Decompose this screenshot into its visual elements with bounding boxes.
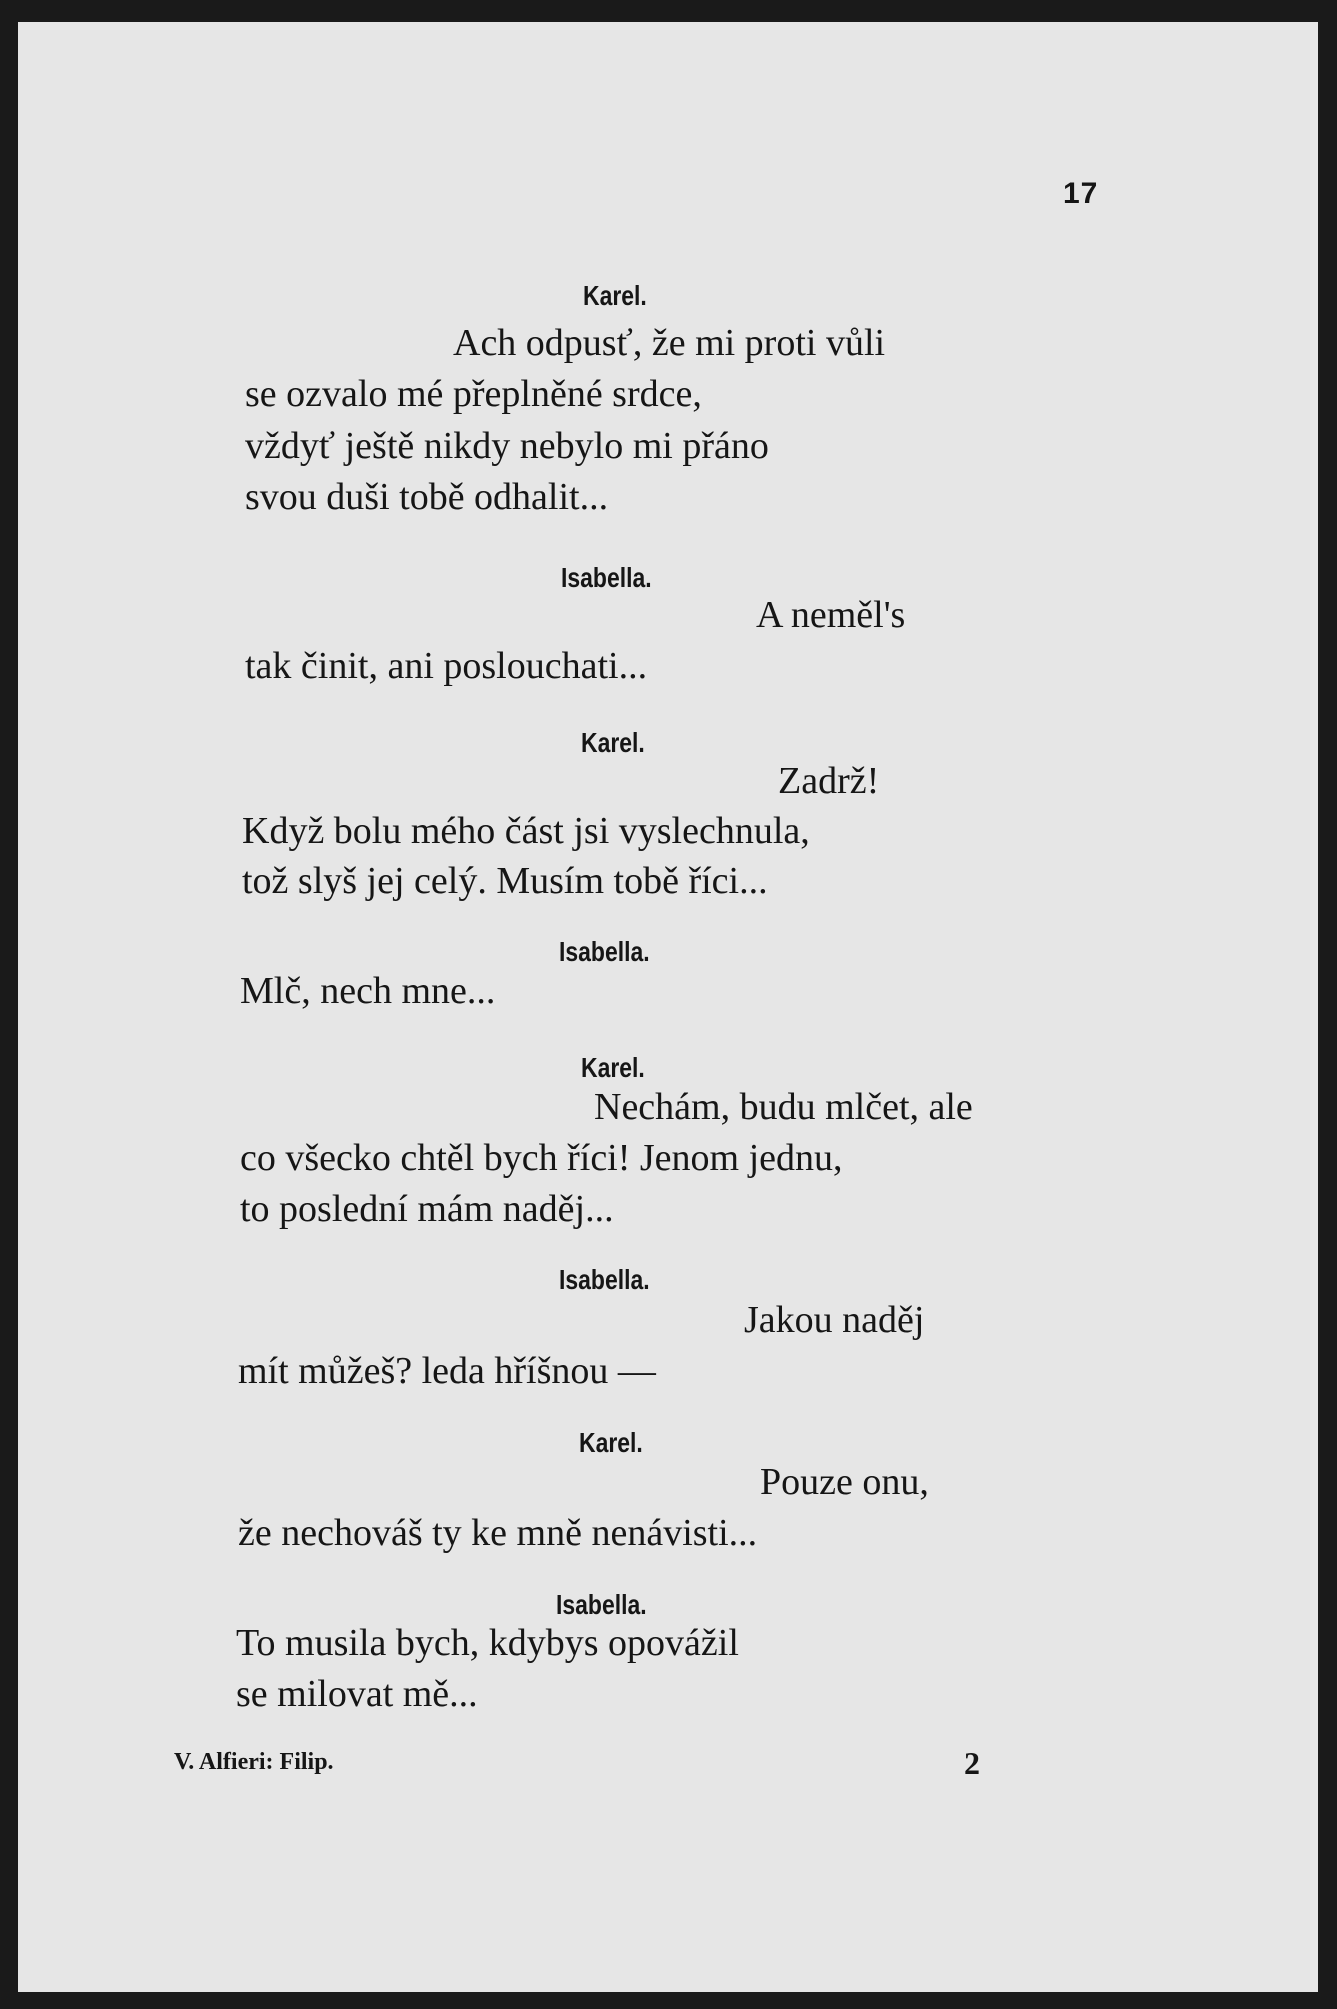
verse-line: to poslední mám naděj...	[240, 1188, 614, 1230]
verse-line: A neměl's	[756, 594, 906, 636]
verse-line: co všecko chtěl bych říci! Jenom jednu,	[240, 1137, 843, 1179]
signature-mark: V. Alfieri: Filip.	[174, 1749, 334, 1775]
verse-line: vždyť ještě nikdy nebylo mi přáno	[245, 425, 769, 467]
book-page	[18, 22, 1318, 1992]
speaker-name: Karel.	[581, 1052, 645, 1083]
speaker-name: Karel.	[583, 280, 647, 311]
verse-line: Mlč, nech mne...	[240, 970, 496, 1012]
verse-line: se milovat mě...	[236, 1673, 478, 1715]
speaker-name: Isabella.	[556, 1589, 647, 1620]
verse-line: Zadrž!	[778, 760, 880, 802]
verse-line: se ozvalo mé přeplněné srdce,	[245, 373, 702, 415]
page-number: 17	[1063, 177, 1099, 210]
verse-line: Když bolu mého část jsi vyslechnula,	[242, 810, 810, 852]
sheet-number: 2	[964, 1745, 980, 1781]
verse-line: svou duši tobě odhalit...	[245, 476, 609, 518]
speaker-name: Karel.	[581, 727, 645, 758]
speaker-name: Isabella.	[559, 1264, 650, 1295]
verse-line: Ach odpusť, že mi proti vůli	[453, 322, 886, 364]
verse-line: Pouze onu,	[760, 1461, 929, 1503]
verse-line: Jakou naděj	[744, 1299, 925, 1341]
verse-line: tož slyš jej celý. Musím tobě říci...	[242, 860, 768, 902]
verse-line: mít můžeš? leda hříšnou —	[238, 1350, 656, 1392]
verse-line: tak činit, ani poslouchati...	[245, 645, 648, 687]
speaker-name: Isabella.	[559, 936, 650, 967]
speaker-name: Isabella.	[561, 562, 652, 593]
verse-line: že nechováš ty ke mně nenávisti...	[238, 1512, 758, 1554]
verse-line: To musila bych, kdybys opovážil	[236, 1622, 739, 1664]
speaker-name: Karel.	[579, 1427, 643, 1458]
verse-line: Nechám, budu mlčet, ale	[594, 1086, 973, 1128]
